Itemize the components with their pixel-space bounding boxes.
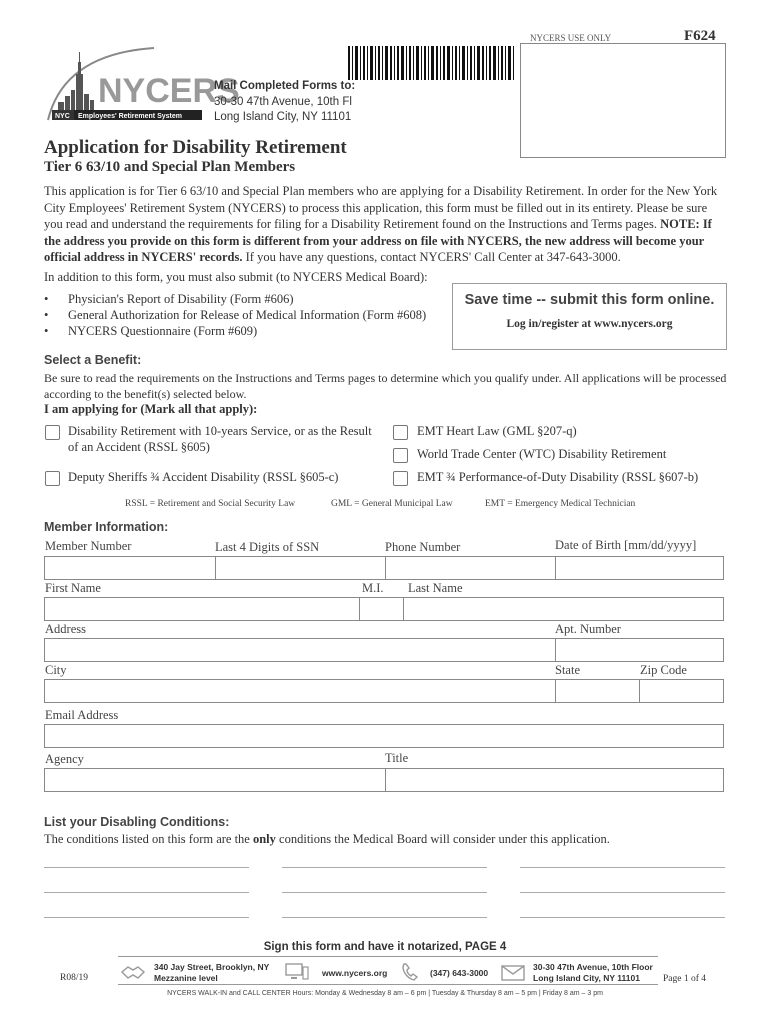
bullet: • bbox=[44, 308, 49, 322]
phone-input[interactable] bbox=[386, 557, 555, 579]
option-wtc-disability: World Trade Center (WTC) Disability Retirement bbox=[417, 447, 667, 461]
logo-wordmark: NYCERS bbox=[98, 72, 240, 110]
last-name-label: Last Name bbox=[408, 581, 463, 595]
required-form-606: Physician's Report of Disability (Form #606) bbox=[68, 292, 294, 306]
nycers-logo bbox=[44, 44, 240, 126]
member-row-fields bbox=[44, 556, 724, 580]
benefit-note: Be sure to read the requirements on the Instructions and Terms pages to determine which you qualify under. All applications will be processed according to the benefit(s) selected below. bbox=[44, 371, 727, 401]
title-label: Title bbox=[385, 751, 409, 765]
mail-icon bbox=[500, 961, 526, 983]
zip-input[interactable] bbox=[640, 680, 723, 702]
mailing-line2: Long Island City, NY 11101 bbox=[533, 973, 640, 983]
phone-label: Phone Number bbox=[385, 540, 461, 554]
option-disability-10yr: Disability Retirement with 10-years Service, or as the Result of an Accident (RSSL §605) bbox=[68, 424, 372, 454]
checkbox-deputy-sheriffs[interactable] bbox=[45, 471, 60, 486]
conditions-heading: List your Disabling Conditions: bbox=[44, 815, 230, 829]
dob-label: Date of Birth [mm/dd/yyyy] bbox=[555, 538, 697, 552]
sign-notarize-notice: Sign this form and have it notarized, PAGE 4 bbox=[263, 941, 507, 953]
mail-address-line2: Long Island City, NY 11101 bbox=[214, 111, 352, 123]
mailing-address bbox=[533, 962, 653, 984]
submit-online-box[interactable] bbox=[452, 283, 727, 350]
conditions-note-emphasis: only bbox=[252, 832, 276, 846]
last-name-input[interactable] bbox=[404, 598, 723, 620]
login-register-link[interactable]: Log in/register at www.nycers.org bbox=[506, 318, 673, 330]
submit-intro: In addition to this form, you must also submit (to NYCERS Medical Board): bbox=[44, 270, 428, 284]
ssn-input[interactable] bbox=[216, 557, 385, 579]
checkbox-disability-10yr[interactable] bbox=[45, 425, 60, 440]
member-number-label: Member Number bbox=[45, 539, 132, 553]
checkbox-wtc-disability[interactable] bbox=[393, 448, 408, 463]
condition-line[interactable] bbox=[282, 892, 487, 893]
agency-label: Agency bbox=[45, 752, 84, 766]
page-subtitle: Tier 6 63/10 and Special Plan Members bbox=[44, 159, 296, 175]
dob-input[interactable] bbox=[556, 557, 723, 579]
form-number: F624 bbox=[684, 28, 716, 44]
checkbox-emt-performance[interactable] bbox=[393, 471, 408, 486]
intro-paragraph bbox=[44, 183, 726, 266]
abbrev-gml: GML = General Municipal Law bbox=[331, 499, 453, 509]
condition-line[interactable] bbox=[520, 917, 725, 918]
conditions-note-pre: The conditions listed on this form are the bbox=[44, 832, 253, 846]
ssn-label: Last 4 Digits of SSN bbox=[215, 540, 320, 554]
first-name-input[interactable] bbox=[45, 598, 359, 620]
mailing-line1: 30-30 47th Avenue, 10th Floor bbox=[533, 962, 653, 972]
condition-line[interactable] bbox=[44, 892, 249, 893]
office-hours: NYCERS WALK-IN and CALL CENTER Hours: Monday & Wednesday 8 am – 6 pm | Tuesday & Thursday 8 am – 5 pm | Friday 8 am – 3 pm bbox=[167, 990, 603, 997]
email-input[interactable] bbox=[44, 724, 724, 748]
address-label: Address bbox=[45, 622, 86, 636]
option-emt-heart-law: EMT Heart Law (GML §207-q) bbox=[417, 424, 577, 438]
apt-label: Apt. Number bbox=[555, 622, 621, 636]
select-benefit-heading: Select a Benefit: bbox=[44, 353, 142, 367]
bullet: • bbox=[44, 292, 49, 306]
computer-icon bbox=[284, 961, 310, 983]
option-deputy-sheriffs: Deputy Sheriffs ¾ Accident Disability (RSSL §605-c) bbox=[68, 470, 339, 484]
website-link[interactable]: www.nycers.org bbox=[322, 968, 388, 978]
handshake-icon bbox=[120, 961, 146, 983]
mi-input[interactable] bbox=[360, 598, 403, 620]
walkin-line1: 340 Jay Street, Brooklyn, NY bbox=[154, 962, 270, 972]
intro-text: This application is for Tier 6 63/10 and Special Plan members who are applying for a Disability Retirement. In order for the New York City Employees' Retirement System (NYCERS) to process this application, this form must be filled out in its entirety. Please be sure you read and understand the requirements for filing for a Disability Retirement found on the Instructions and Terms pages. bbox=[44, 184, 718, 231]
condition-line[interactable] bbox=[520, 867, 725, 868]
logo-nyc-tag: NYC bbox=[55, 113, 70, 120]
abbrev-emt: EMT = Emergency Medical Technician bbox=[485, 499, 636, 509]
city-label: City bbox=[45, 663, 67, 677]
agency-input[interactable] bbox=[45, 769, 385, 791]
nycers-use-only-box bbox=[520, 43, 726, 158]
condition-line[interactable] bbox=[282, 867, 487, 868]
logo-tagline: Employees' Retirement System bbox=[78, 113, 182, 120]
page-number: Page 1 of 4 bbox=[663, 974, 707, 984]
phone-icon bbox=[398, 961, 424, 983]
mi-label: M.I. bbox=[362, 581, 384, 595]
apt-input[interactable] bbox=[556, 639, 723, 661]
conditions-note-post: conditions the Medical Board will consider under this application. bbox=[275, 832, 610, 846]
name-row-fields bbox=[44, 597, 724, 621]
footer-divider bbox=[118, 984, 658, 985]
checkbox-emt-heart-law[interactable] bbox=[393, 425, 408, 440]
option-emt-performance: EMT ¾ Performance-of-Duty Disability (RSSL §607-b) bbox=[417, 470, 699, 484]
conditions-note bbox=[44, 832, 610, 847]
city-row-fields bbox=[44, 679, 724, 703]
address-input[interactable] bbox=[45, 639, 555, 661]
list-item bbox=[44, 308, 426, 323]
condition-line[interactable] bbox=[44, 867, 249, 868]
mail-address-line1: 30-30 47th Avenue, 10th Fl bbox=[214, 96, 352, 108]
state-label: State bbox=[555, 663, 580, 677]
intro-note: NOTE: If the address you provide on this form is different from your address on file with NYCERS, the new address will become your official address in NYCERS' records. bbox=[44, 217, 712, 264]
nycers-use-only-label: NYCERS USE ONLY bbox=[530, 33, 612, 43]
revision-code: R08/19 bbox=[60, 973, 88, 983]
state-input[interactable] bbox=[556, 680, 639, 702]
member-info-heading: Member Information: bbox=[44, 520, 169, 534]
list-item bbox=[44, 292, 294, 307]
list-item bbox=[44, 324, 257, 339]
applying-for-label: I am applying for (Mark all that apply): bbox=[44, 402, 258, 416]
required-form-608: General Authorization for Release of Medical Information (Form #608) bbox=[68, 308, 427, 322]
email-label: Email Address bbox=[45, 708, 119, 722]
member-number-input[interactable] bbox=[45, 557, 215, 579]
mail-forms-label: Mail Completed Forms to: bbox=[214, 80, 356, 92]
submit-online-heading: Save time -- submit this form online. bbox=[464, 292, 715, 308]
condition-line[interactable] bbox=[520, 892, 725, 893]
footer-divider bbox=[118, 956, 658, 957]
intro-tail: If you have any questions, contact NYCERS' Call Center at 347-643-3000. bbox=[242, 250, 621, 264]
call-center-phone[interactable]: (347) 643-3000 bbox=[430, 968, 489, 978]
first-name-label: First Name bbox=[45, 581, 101, 595]
walkin-line2: Mezzanine level bbox=[154, 973, 218, 983]
required-form-609: NYCERS Questionnaire (Form #609) bbox=[68, 324, 258, 338]
address-row-fields bbox=[44, 638, 724, 662]
zip-label: Zip Code bbox=[640, 663, 687, 677]
barcode bbox=[348, 46, 514, 80]
abbrev-rssl: RSSL = Retirement and Social Security Law bbox=[125, 499, 296, 509]
agency-row-fields bbox=[44, 768, 724, 792]
condition-line[interactable] bbox=[44, 917, 249, 918]
page-title: Application for Disability Retirement bbox=[44, 137, 347, 158]
city-input[interactable] bbox=[45, 680, 555, 702]
title-input[interactable] bbox=[386, 769, 723, 791]
walkin-address bbox=[154, 962, 269, 984]
bullet: • bbox=[44, 324, 49, 338]
condition-line[interactable] bbox=[282, 917, 487, 918]
